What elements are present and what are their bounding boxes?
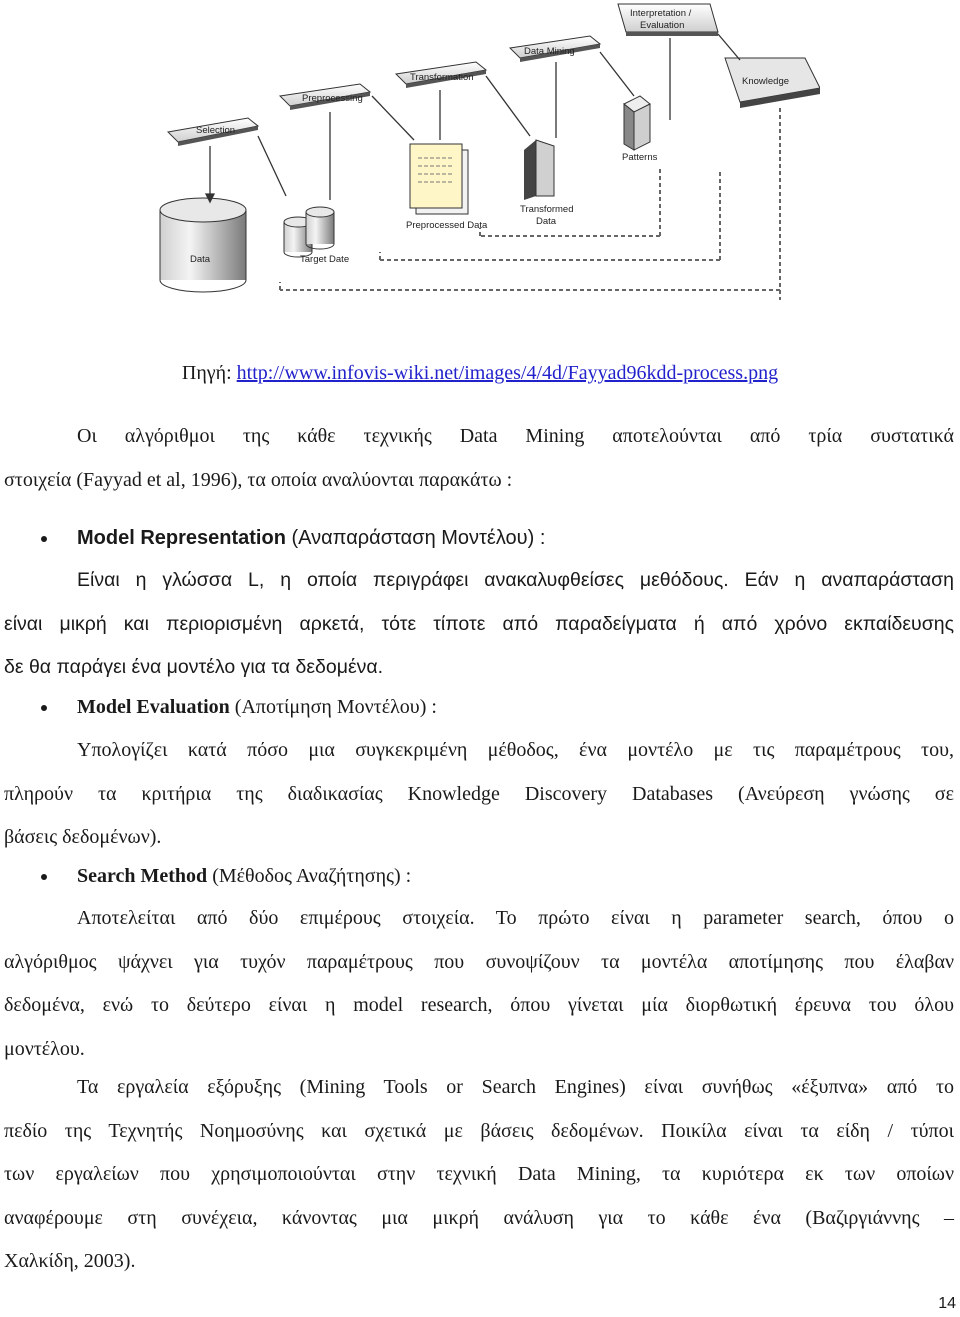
- label-knowledge: Knowledge: [742, 76, 790, 87]
- step-selection: [168, 118, 258, 146]
- bullet-heading: [77, 526, 545, 550]
- bullet-3-line-2: αλγόριθμος ψάχνει για τυχόν παραμέτρους που συνοψίζουν τα μοντέλα αποτίμησης που έλαβαν: [4, 950, 954, 973]
- kdd-process-figure: [140, 0, 820, 310]
- patterns-shape: [622, 96, 658, 163]
- label-transformed-data-2: Data: [536, 216, 557, 227]
- page-number: 14: [938, 1295, 956, 1312]
- closing-line-1: Τα εργαλεία εξόρυξης (Mining Tools or Search Engines) είναι συνήθως «έξυπνα» από το: [77, 1076, 954, 1098]
- bullet-1-line-2: είναι μικρή και περιορισμένη αρκετά, τότε τίποτε από παραδείγματα ή από χρόνο εκπαίδευσης: [4, 612, 954, 635]
- kdd-process-diagram: [140, 0, 820, 310]
- label-selection: Selection: [196, 125, 236, 136]
- bullet-dot: [41, 705, 47, 711]
- step-data-mining: [510, 36, 600, 62]
- source-prefix: Πηγή:: [181, 362, 237, 384]
- transformed-data-shape: [520, 140, 574, 227]
- bullet-1-body: [4, 559, 954, 690]
- bullet-title-rest: (Αποτίμηση Μοντέλου) :: [229, 696, 437, 718]
- label-interpretation: Interpretation /: [630, 8, 692, 19]
- bullet-heading: [77, 864, 411, 888]
- bullet-3-line-4: μοντέλου.: [4, 1037, 85, 1060]
- label-target-data: Target Date: [300, 254, 350, 265]
- bullet-title-rest: (Αναπαράσταση Μοντέλου) :: [285, 527, 546, 549]
- intro-line-2: στοιχεία (Fayyad et al, 1996), τα οποία αναλύονται παρακάτω :: [4, 468, 513, 491]
- bullet-2-line-1: Υπολογίζει κατά πόσο μια συγκεκριμένη μέθοδος, ένα μοντέλο με τις παραμέτρους του,: [77, 739, 954, 761]
- label-preprocessed-data: Preprocessed Data: [406, 220, 488, 231]
- bullet-3-line-3: δεδομένα, ενώ το δεύτερο είναι η model research, όπου γίνεται μία διορθωτική έρευνα του όλου: [4, 994, 954, 1016]
- label-transformation: Transformation: [410, 72, 474, 83]
- closing-line-3: των εργαλείων που χρησιμοποιούνται στην τεχνική Data Mining, τα κυριότερα εκ των οποίων: [4, 1163, 954, 1185]
- bullet-1-line-3: δε θα παράγει ένα μοντέλο για τα δεδομένα.: [4, 656, 384, 678]
- bullet-3-body: [4, 897, 954, 1071]
- bullet-title: Model Evaluation: [77, 696, 230, 718]
- bullet-heading: [77, 695, 437, 719]
- preprocessed-data-doc: [406, 144, 488, 231]
- step-transformation: [396, 62, 486, 88]
- label-data-mining: Data Mining: [524, 46, 575, 57]
- closing-line-5: Χαλκίδη, 2003).: [4, 1250, 136, 1272]
- step-preprocessing: [280, 84, 370, 110]
- knowledge-arrow: [725, 58, 820, 108]
- label-data: Data: [190, 254, 211, 265]
- label-preprocessing: Preprocessing: [302, 93, 363, 104]
- closing-line-4: αναφέρουμε στη συνέχεια, κάνοντας μια μικρή ανάλυση για το κάθε ένα (Βαζιργιάννης –: [4, 1206, 954, 1229]
- closing-paragraph: [4, 1066, 954, 1284]
- source-link[interactable]: http://www.infovis-wiki.net/images/4/4d/Fayyad96kdd-process.png: [236, 362, 779, 384]
- bullet-dot: [41, 874, 47, 880]
- bullet-2-body: [4, 729, 954, 860]
- step-interpretation: [618, 4, 718, 36]
- closing-line-2: πεδίο της Τεχνητής Νοημοσύνης και σχετικά με βάσεις δεδομένων. Ποικίλα είναι τα είδη / τύποι: [4, 1119, 954, 1142]
- bullet-1-line-1: Είναι η γλώσσα L, η οποία περιγράφει ανακαλυφθείσες μεθόδους. Εάν η αναπαράσταση: [77, 569, 954, 591]
- bullet-title: Search Method: [77, 865, 208, 887]
- bullet-3-line-1: Αποτελείται από δύο επιμέρους στοιχεία. Το πρώτο είναι η parameter search, όπου ο: [77, 907, 954, 929]
- bullet-title: Model Representation: [77, 527, 286, 549]
- figure-source: [0, 362, 960, 385]
- label-patterns: Patterns: [622, 152, 658, 163]
- data-cylinder: [160, 198, 246, 292]
- bullet-2-line-3: βάσεις δεδομένων).: [4, 826, 162, 848]
- bullet-title-rest: (Μέθοδος Αναζήτησης) :: [207, 865, 412, 887]
- bullet-dot: [41, 536, 47, 542]
- intro-line-1: Οι αλγόριθμοι της κάθε τεχνικής Data Mining αποτελούνται από τρία συστατικά: [77, 425, 954, 447]
- label-evaluation: Evaluation: [640, 20, 685, 31]
- label-transformed-data: Transformed: [520, 204, 574, 215]
- intro-paragraph: [4, 415, 954, 502]
- target-data-cylinders: [284, 207, 349, 265]
- bullet-2-line-2: πληρούν τα κριτήρια της διαδικασίας Knowledge Discovery Databases (Ανεύρεση γνώσης σε: [4, 782, 954, 805]
